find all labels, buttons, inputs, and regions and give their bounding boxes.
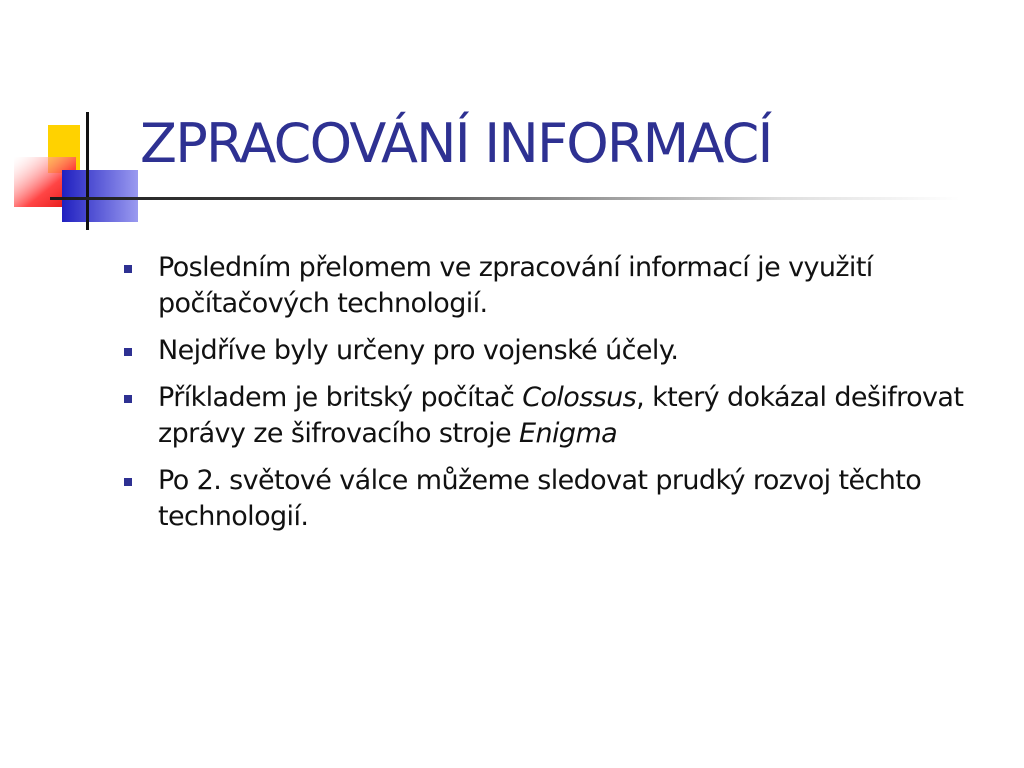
square-bullet-icon: [124, 348, 132, 356]
text-run: Po 2. světové válce můžeme sledovat prudký rozvoj těchto technologií.: [158, 465, 922, 532]
title-underline: [50, 197, 960, 200]
bullet-text: [158, 250, 980, 322]
bullet-text: [158, 380, 980, 452]
text-run: , který dokázal dešifrovat zprávy ze šifrovacího stroje: [158, 382, 964, 449]
bullet-text: [158, 333, 980, 369]
italic-term: Colossus: [522, 382, 637, 413]
text-run: Příkladem je britský počítač: [158, 382, 523, 413]
decorative-squares: [0, 0, 150, 240]
bullet-item: [120, 380, 980, 452]
square-bullet-icon: [124, 265, 132, 273]
bullet-text: [158, 463, 980, 535]
vertical-line: [86, 112, 89, 230]
text-run: Nejdříve byly určeny pro vojenské účely.: [158, 335, 679, 366]
text-run: Posledním přelomem ve zpracování informací je využití počítačových technologií.: [158, 252, 873, 319]
blue-square: [62, 170, 138, 222]
slide-title: ZPRACOVÁNÍ INFORMACÍ: [140, 112, 772, 175]
bullet-list: [120, 250, 980, 546]
square-bullet-icon: [124, 478, 132, 486]
bullet-item: [120, 250, 980, 322]
square-bullet-icon: [124, 395, 132, 403]
bullet-item: [120, 333, 980, 369]
bullet-item: [120, 463, 980, 535]
italic-term: Enigma: [519, 418, 618, 449]
